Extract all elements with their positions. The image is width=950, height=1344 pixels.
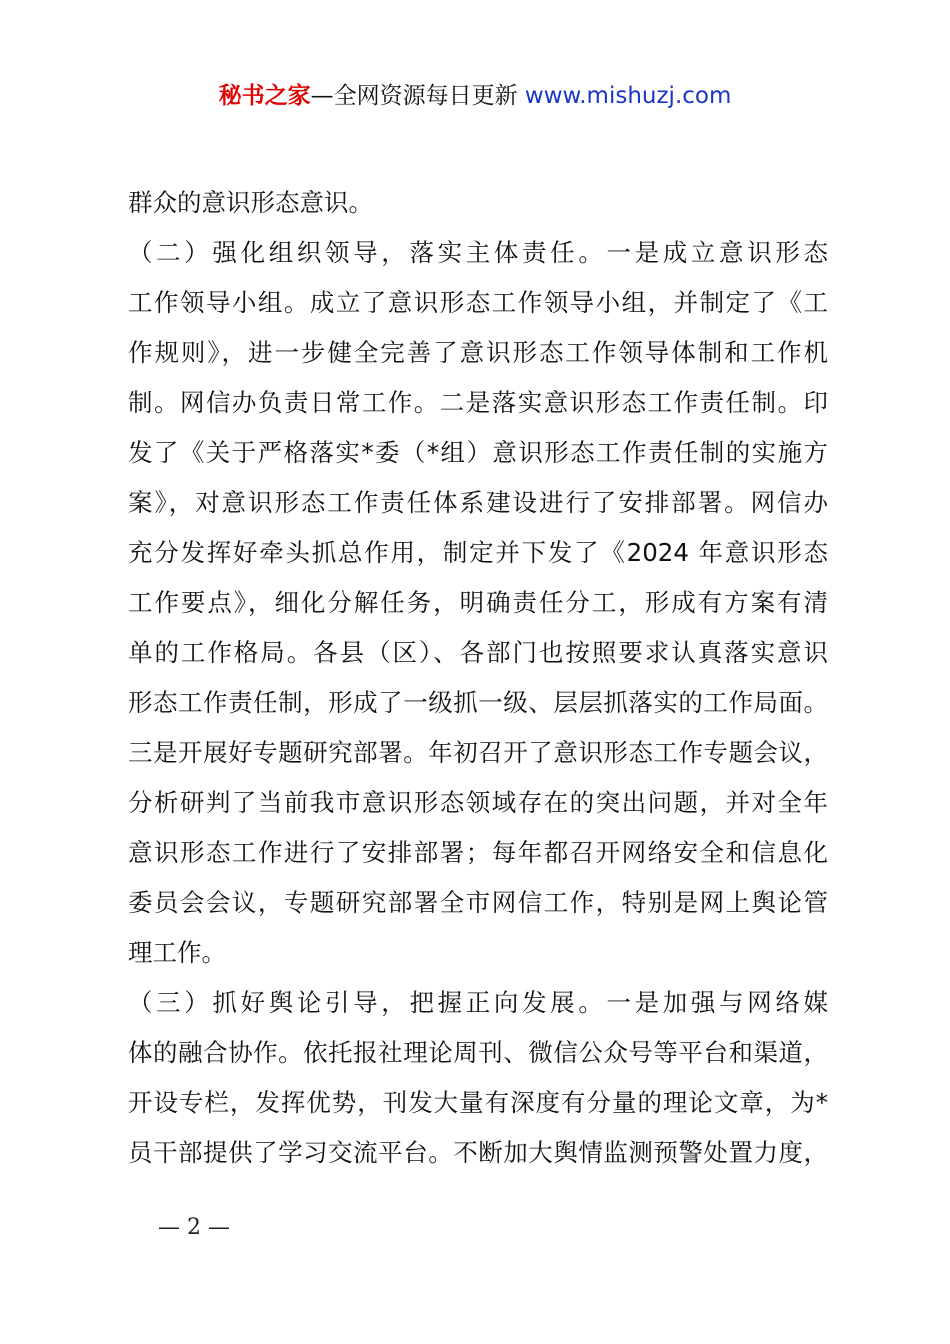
text-line: 发了《关于严格落实*委（*组）意识形态工作责任制的实施方 bbox=[128, 438, 828, 467]
text-line: 开设专栏，发挥优势，刊发大量有深度有分量的理论文章，为* bbox=[128, 1088, 828, 1117]
brand-name: 秘书之家 bbox=[218, 83, 311, 109]
text-line: 工作领导小组。成立了意识形态工作领导小组，并制定了《工 bbox=[128, 288, 828, 317]
text-line: 作规则》，进一步健全完善了意识形态工作领导体制和工作机 bbox=[128, 338, 828, 367]
text-line: （二）强化组织领导，落实主体责任。一是成立意识形态 bbox=[128, 238, 828, 267]
site-banner bbox=[0, 80, 950, 112]
text-line: 委员会会议，专题研究部署全市网信工作，特别是网上舆论管 bbox=[128, 888, 828, 917]
paragraph bbox=[128, 228, 828, 978]
text-line: 单的工作格局。各县（区）、各部门也按照要求认真落实意识 bbox=[128, 638, 828, 667]
text-line: 形态工作责任制，形成了一级抓一级、层层抓落实的工作局面。 bbox=[128, 688, 828, 717]
paragraph bbox=[128, 178, 828, 228]
text-line: 充分发挥好牵头抓总作用，制定并下发了《2024 年意识形态 bbox=[128, 538, 828, 567]
site-url-link[interactable]: www.mishuzj.com bbox=[524, 83, 732, 109]
text-line: 三是开展好专题研究部署。年初召开了意识形态工作专题会议， bbox=[128, 738, 828, 767]
paragraph bbox=[128, 978, 828, 1178]
text-line: 工作要点》，细化分解任务，明确责任分工，形成有方案有清 bbox=[128, 588, 828, 617]
text-line: 案》，对意识形态工作责任体系建设进行了安排部署。网信办 bbox=[128, 488, 828, 517]
banner-tagline: —全网资源每日更新 bbox=[310, 83, 518, 109]
text-line: 分析研判了当前我市意识形态领域存在的突出问题，并对全年 bbox=[128, 788, 828, 817]
text-line: 制。网信办负责日常工作。二是落实意识形态工作责任制。印 bbox=[128, 388, 828, 417]
text-line: 意识形态工作进行了安排部署；每年都召开网络安全和信息化 bbox=[128, 838, 828, 867]
text-line: 群众的意识形态意识。 bbox=[128, 188, 373, 217]
text-line: 员干部提供了学习交流平台。不断加大舆情监测预警处置力度， bbox=[128, 1138, 828, 1167]
document-body bbox=[128, 178, 828, 1178]
text-line: 体的融合协作。依托报社理论周刊、微信公众号等平台和渠道， bbox=[128, 1038, 828, 1067]
text-line: 理工作。 bbox=[128, 938, 226, 967]
text-line: （三）抓好舆论引导，把握正向发展。一是加强与网络媒 bbox=[128, 988, 828, 1017]
page-number: — 2 — bbox=[158, 1215, 230, 1240]
